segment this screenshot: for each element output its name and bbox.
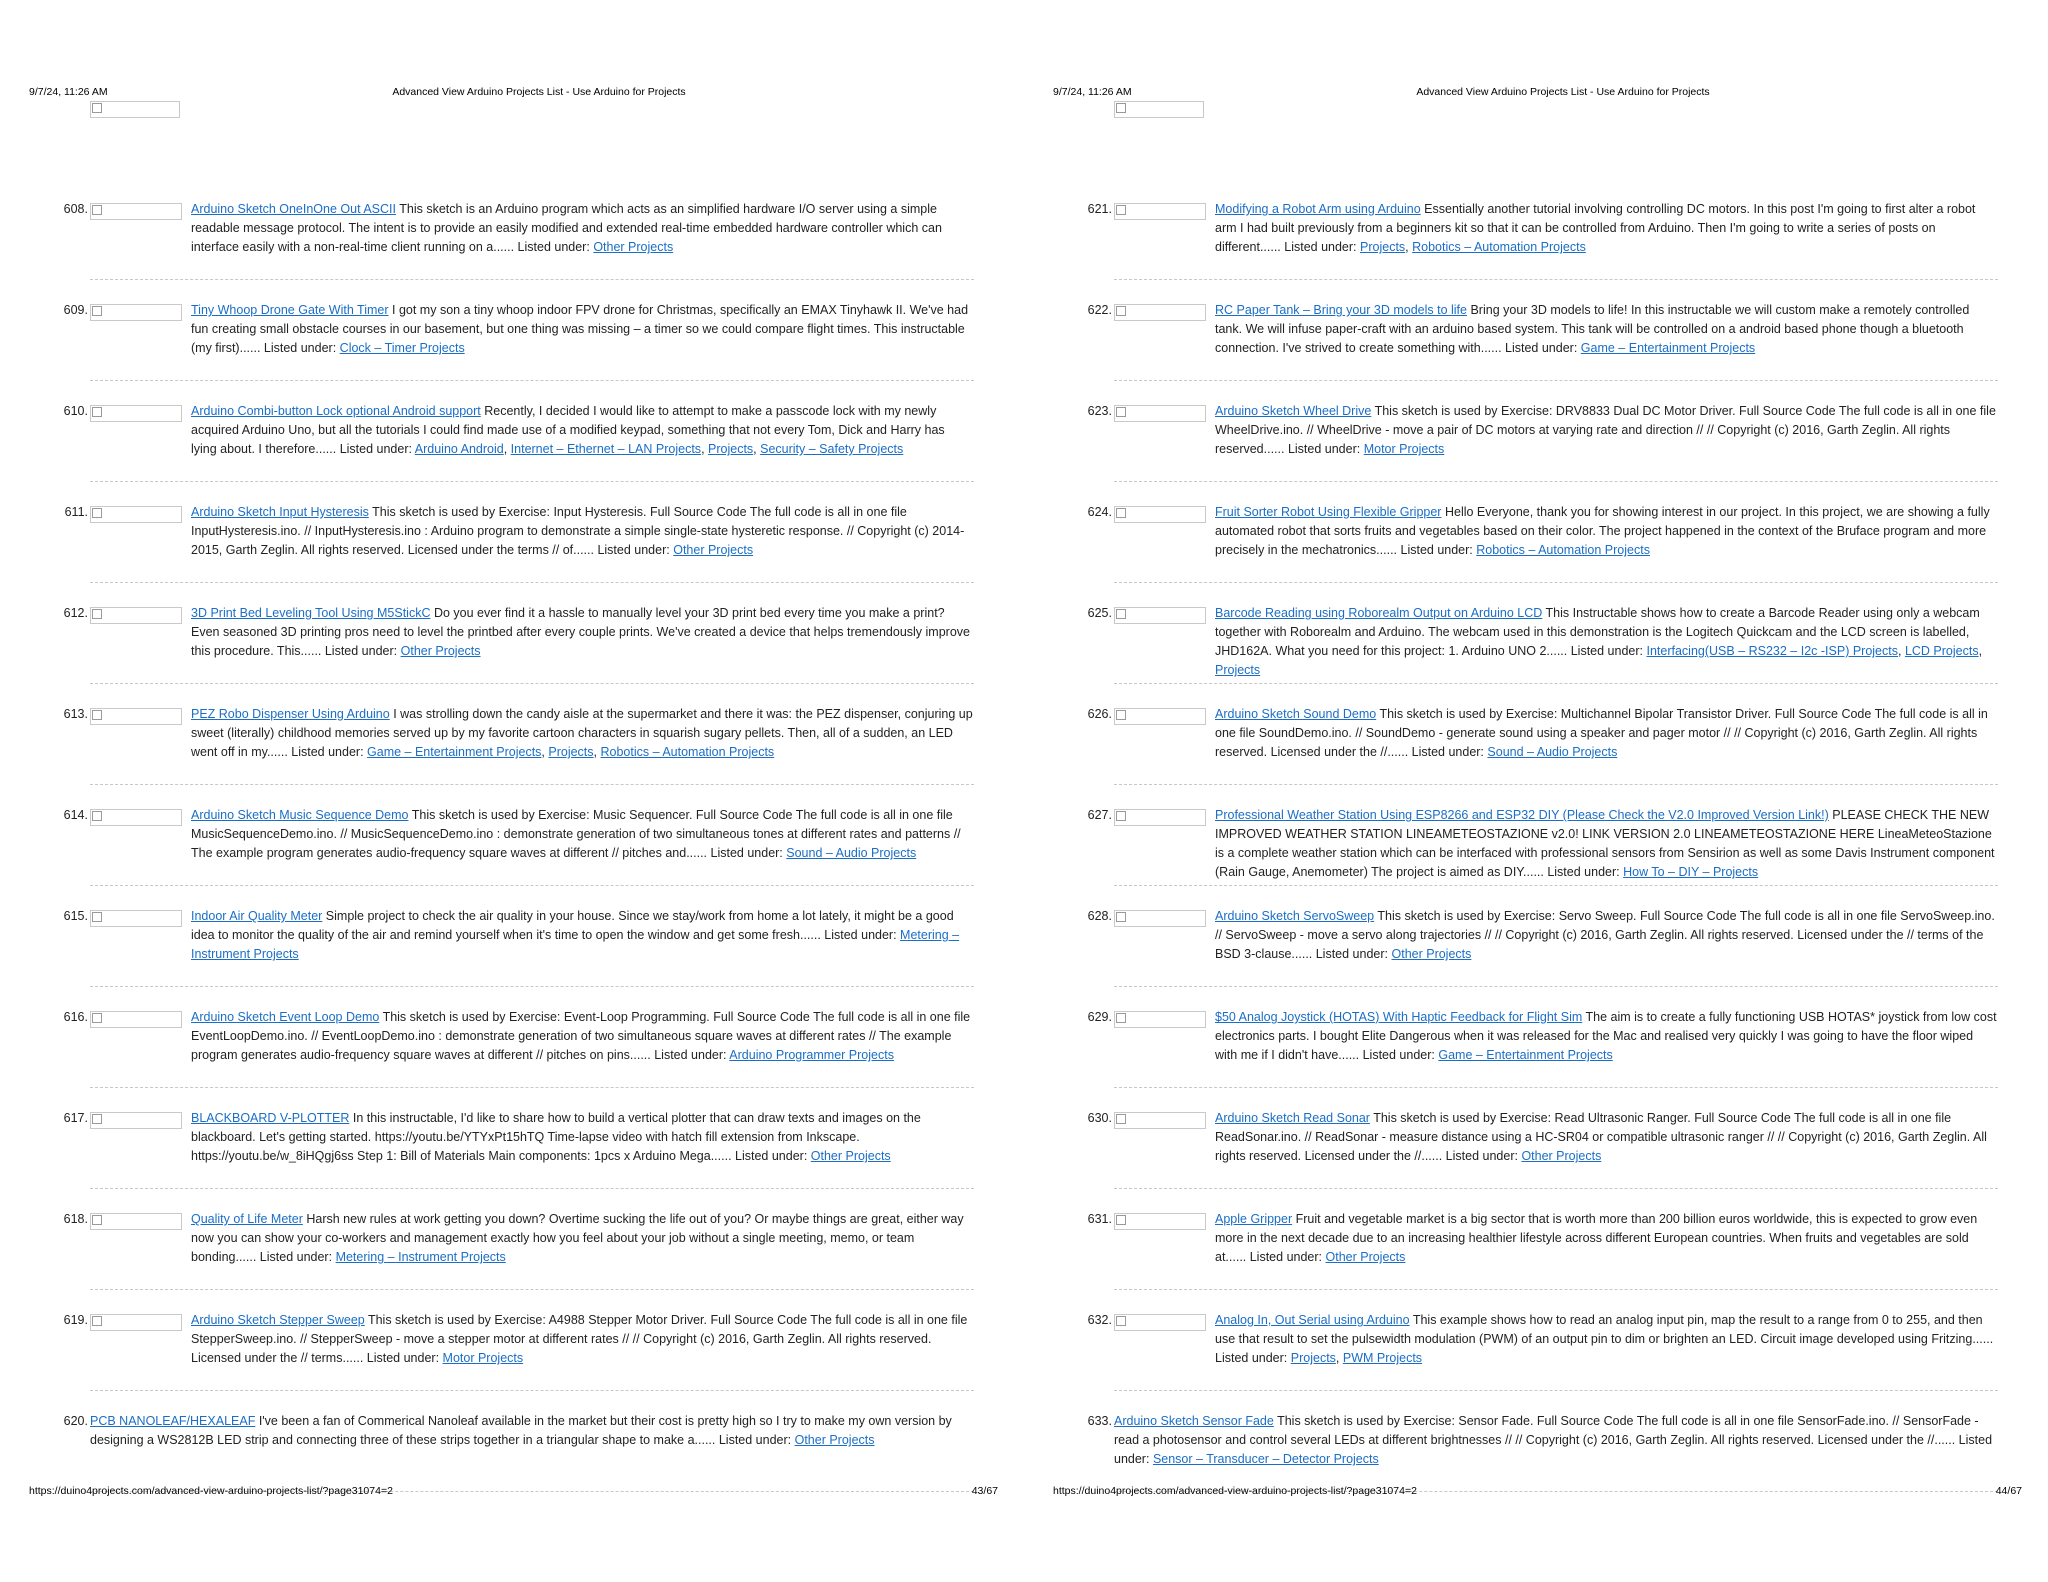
broken-image-icon xyxy=(1116,1114,1126,1124)
entry-text: Arduino Combi-button Lock optional Android support Recently, I decided I would like to attempt to make a passcode lock with my newly acquired Arduino Uno, but all the tutorials I could find made use of a modified keypad, something that not every Tom, Dick and Harry has lying about. I therefore...... Listed under: Arduino Android, Internet – Ethernet – LAN Projects, Projects, Security – Safety Projects xyxy=(191,404,945,456)
entry-separator xyxy=(90,683,974,684)
entry-number: 615. xyxy=(63,909,88,923)
entry-text xyxy=(191,806,973,863)
entry-text: PEZ Robo Dispenser Using Arduino I was strolling down the candy aisle at the supermarket and there it was: the PEZ dispenser, conjuring up sweet (literally) childhood memories served up by my favorite cartoon characters in squarish sugary pellets. Then, all of a sudden, an LED went off in my...... Listed under: Game – Entertainment Projects, Projects, Robotics – Automation Projects xyxy=(191,707,973,759)
project-title-link[interactable]: Quality of Life Meter xyxy=(191,1212,303,1226)
broken-image-icon xyxy=(92,609,102,619)
broken-image-icon xyxy=(1116,912,1126,922)
category-link[interactable]: Clock – Timer Projects xyxy=(339,341,465,355)
category-link[interactable]: Arduino Programmer Projects xyxy=(729,1048,894,1062)
category-link[interactable]: Interfacing(USB – RS232 – I2c -ISP) Projects xyxy=(1646,644,1898,658)
project-title-link[interactable]: Arduino Sketch Sensor Fade xyxy=(1114,1414,1274,1428)
broken-image-icon xyxy=(92,710,102,720)
category-link[interactable]: Motor Projects xyxy=(442,1351,524,1365)
category-link[interactable]: Arduino Android xyxy=(414,442,504,456)
project-title-link[interactable]: Tiny Whoop Drone Gate With Timer xyxy=(191,303,389,317)
print-header-title: Advanced View Arduino Projects List - Use Arduino for Projects xyxy=(392,86,686,98)
broken-image-icon xyxy=(92,811,102,821)
entry-number: 617. xyxy=(63,1111,88,1125)
broken-image-placeholder xyxy=(90,101,180,118)
print-header-title: Advanced View Arduino Projects List - Use Arduino for Projects xyxy=(1416,86,1710,98)
entry-separator xyxy=(1114,279,1998,280)
project-title-link[interactable]: PCB NANOLEAF/HEXALEAF xyxy=(90,1414,256,1428)
project-thumbnail[interactable] xyxy=(1114,1011,1206,1028)
broken-image-icon xyxy=(1116,609,1126,619)
broken-image-icon xyxy=(92,1215,102,1225)
entry-separator xyxy=(90,1087,974,1088)
project-description: Hello Everyone, thank you for showing interest in our project. In this project, we are showing a fully automated robot that sorts fruits and vegetables based on their color. The project happened in the context of the Bruface program and more precisely in the mechatronics...... Listed under: xyxy=(1215,505,1990,557)
category-link[interactable]: Robotics – Automation Projects xyxy=(1476,543,1650,557)
project-description: I was strolling down the candy aisle at the supermarket and there it was: the PEZ dispenser, conjuring up sweet (literally) childhood memories served up by my favorite cartoon characters in squarish sugary pellets. Then, all of a sudden, an LED went off in my...... Listed under: xyxy=(191,707,973,759)
entry-number: 631. xyxy=(1087,1212,1112,1226)
category-link[interactable]: Other Projects xyxy=(1325,1250,1406,1264)
entry-number: 611. xyxy=(64,505,88,519)
project-title-link[interactable]: Arduino Sketch OneInOne Out ASCII xyxy=(191,202,396,216)
entry-text xyxy=(1215,907,1997,964)
project-thumbnail[interactable] xyxy=(1114,304,1206,321)
entry-number: 618. xyxy=(63,1212,88,1226)
entry-number: 628. xyxy=(1087,909,1112,923)
entry-separator xyxy=(90,1188,974,1189)
entry-number: 613. xyxy=(63,707,88,721)
project-description: Recently, I decided I would like to attempt to make a passcode lock with my newly acquired Arduino Uno, but all the tutorials I could find made use of a modified keypad, something that not every Tom, Dick and Harry has lying about. I therefore...... Listed under: xyxy=(191,404,945,456)
project-thumbnail[interactable] xyxy=(90,304,182,321)
entry-text xyxy=(191,200,973,257)
category-link[interactable]: Sound – Audio Projects xyxy=(786,846,917,860)
project-title-link[interactable]: 3D Print Bed Leveling Tool Using M5StickC xyxy=(191,606,431,620)
project-description: This sketch is used by Exercise: Event-Loop Programming. Full Source Code The full code is all in one file EventLoopDemo.ino. // EventLoopDemo.ino : demonstrate generation of two simultaneous square waves at different rates // The example program generates audio-frequency square waves at different // pitches on pins...... Listed under: xyxy=(191,1010,971,1062)
category-link[interactable]: Other Projects xyxy=(1391,947,1472,961)
entry-text xyxy=(1215,301,1997,358)
project-description: This sketch is used by Exercise: Multichannel Bipolar Transistor Driver. Full Source Code The full code is all in one file SoundDemo.ino. // SoundDemo - generate sound using a speaker and pager motor // // Copyright (c) 2016, Garth Zeglin. All rights reserved. Licensed under the //...... Listed under: xyxy=(1215,707,1988,759)
entry-text xyxy=(1215,402,1997,459)
category-link[interactable]: Other Projects xyxy=(810,1149,891,1163)
entry-number: 622. xyxy=(1087,303,1112,317)
project-description: I got my son a tiny whoop indoor FPV drone for Christmas, specifically an EMAX Tinyhawk II. We've had fun creating small obstacle courses in our basement, but one thing was missing – a timer so we could compare flight times. This instructable (my first)...... Listed under: xyxy=(191,303,969,355)
project-title-link[interactable]: Analog In, Out Serial using Arduino xyxy=(1215,1313,1410,1327)
print-header-datetime: 9/7/24, 11:26 AM xyxy=(29,86,108,98)
project-description: This sketch is used by Exercise: Music Sequencer. Full Source Code The full code is all in one file MusicSequenceDemo.ino. // MusicSequenceDemo.ino : demonstrate generation of two simultaneous tones at different rates and patterns // The example program generates audio-frequency square waves at different // pitches and...... Listed under: xyxy=(191,808,961,860)
broken-image-icon xyxy=(92,103,102,113)
entry-number: 608. xyxy=(63,202,88,216)
print-footer-page-number: 43/67 xyxy=(971,1485,998,1497)
entry-text xyxy=(191,1008,973,1065)
broken-image-icon xyxy=(1116,205,1126,215)
project-thumbnail[interactable] xyxy=(90,910,182,927)
project-title-link[interactable]: Arduino Sketch Read Sonar xyxy=(1215,1111,1370,1125)
project-title-link[interactable]: Barcode Reading using Roborealm Output on Arduino LCD xyxy=(1215,606,1543,620)
category-link[interactable]: Projects xyxy=(1290,1351,1336,1365)
project-description: Do you ever find it a hassle to manually level your 3D print bed every time you make a print? Even seasoned 3D printing pros need to level the printbed after every couple prints. We've created a device that helps tremendously improve this procedure. This...... Listed under: xyxy=(191,606,970,658)
entry-separator xyxy=(90,784,974,785)
project-thumbnail[interactable] xyxy=(1114,506,1206,523)
project-thumbnail[interactable] xyxy=(90,1112,182,1129)
entry-separator xyxy=(1114,582,1998,583)
entry-separator xyxy=(90,279,974,280)
project-title-link[interactable]: Arduino Sketch Stepper Sweep xyxy=(191,1313,365,1327)
project-title-link[interactable]: Arduino Sketch ServoSweep xyxy=(1215,909,1375,923)
project-thumbnail[interactable] xyxy=(1114,1213,1206,1230)
broken-image-icon xyxy=(92,1316,102,1326)
project-thumbnail[interactable] xyxy=(90,405,182,422)
entry-separator xyxy=(90,1289,974,1290)
category-link[interactable]: Security – Safety Projects xyxy=(760,442,904,456)
project-description: This sketch is used by Exercise: Sensor Fade. Full Source Code The full code is all in one file SensorFade.ino. // SensorFade - read a photosensor and control several LEDs at different brightnesses // // Copyright (c) 2016, Garth Zeglin. All rights reserved. Licensed under the //...... Listed under: xyxy=(1114,1414,1993,1466)
broken-image-icon xyxy=(1116,407,1126,417)
category-link[interactable]: Other Projects xyxy=(673,543,754,557)
category-link[interactable]: Other Projects xyxy=(400,644,481,658)
entry-separator xyxy=(1114,1087,1998,1088)
project-thumbnail[interactable] xyxy=(90,708,182,725)
project-title-link[interactable]: RC Paper Tank – Bring your 3D models to life xyxy=(1215,303,1467,317)
category-link[interactable]: Other Projects xyxy=(1521,1149,1602,1163)
project-thumbnail[interactable] xyxy=(90,1213,182,1230)
entry-text: Barcode Reading using Roborealm Output on Arduino LCD This Instructable shows how to create a Barcode Reader using only a webcam together with Roborealm and Arduino. The webcam used in this demonstration is the Logitech Quickcam and the LCD screen is labelled, JHD162A. What you need for this project: 1. Arduino UNO 2...... Listed under: Interfacing(USB – RS232 – I2c -ISP) Projects, LCD Projects, Projects xyxy=(1215,606,1983,677)
category-link[interactable]: Game – Entertainment Projects xyxy=(1438,1048,1613,1062)
category-link[interactable]: Sensor – Transducer – Detector Projects xyxy=(1152,1452,1379,1466)
broken-image-icon xyxy=(92,1114,102,1124)
print-page-right xyxy=(1024,0,2048,1582)
project-description: This sketch is used by Exercise: DRV8833 Dual DC Motor Driver. Full Source Code The full code is all in one file WheelDrive.ino. // WheelDrive - move a pair of DC motors at varying rate and direction // // Copyright (c) 2016, Garth Zeglin. All rights reserved...... Listed under: xyxy=(1215,404,1996,456)
project-description: Simple project to check the air quality in your house. Since we stay/work from home a lot lately, it might be a good idea to monitor the quality of the air and remind yourself when it's time to open the window and get some fresh...... Listed under: xyxy=(191,909,954,942)
broken-image-icon xyxy=(92,306,102,316)
entry-text xyxy=(1215,705,1997,762)
project-title-link[interactable]: BLACKBOARD V-PLOTTER xyxy=(191,1111,350,1125)
entry-number: 620. xyxy=(63,1414,88,1428)
project-title-link[interactable]: Fruit Sorter Robot Using Flexible Gripper xyxy=(1215,505,1442,519)
print-footer-page-number: 44/67 xyxy=(1995,1485,2022,1497)
project-description: Fruit and vegetable market is a big sector that is worth more than 200 billion euros worldwide, this is expected to grow even more in the next decade due to an increasing healthier lifestyle across different European countries. When fruits and vegetables are sold at...... Listed under: xyxy=(1215,1212,1978,1264)
print-footer-url: https://duino4projects.com/advanced-view-arduino-projects-list/?page31074=2 xyxy=(29,1485,393,1497)
project-thumbnail[interactable] xyxy=(90,506,182,523)
entry-separator xyxy=(90,380,974,381)
entry-separator xyxy=(1114,380,1998,381)
project-thumbnail[interactable] xyxy=(1114,1112,1206,1129)
broken-image-icon xyxy=(92,407,102,417)
project-thumbnail[interactable] xyxy=(90,203,182,220)
entry-number: 609. xyxy=(63,303,88,317)
entry-number: 623. xyxy=(1087,404,1112,418)
project-description: In this instructable, I'd like to share how to build a vertical plotter that can draw texts and images on the blackboard. Let's getting started. https://youtu.be/YTYxPt15hTQ Time-lapse video with hatch fill extension from Inkscape. https://youtu.be/w_8iHQgj6ss Step 1: Bill of Materials Main components: 1pcs x Arduino Mega...... Listed under: xyxy=(191,1111,921,1163)
project-title-link[interactable]: $50 Analog Joystick (HOTAS) With Haptic Feedback for Flight Sim xyxy=(1215,1010,1583,1024)
entry-number: 612. xyxy=(63,606,88,620)
entry-text xyxy=(1215,1210,1997,1267)
broken-image-icon xyxy=(1116,1316,1126,1326)
entry-text xyxy=(191,604,973,661)
entry-separator xyxy=(90,582,974,583)
broken-image-placeholder xyxy=(1114,101,1204,118)
entry-separator xyxy=(90,986,974,987)
project-thumbnail[interactable] xyxy=(1114,708,1206,725)
entry-text xyxy=(191,301,973,358)
project-title-link[interactable]: Arduino Sketch Sound Demo xyxy=(1215,707,1377,721)
broken-image-icon xyxy=(1116,103,1126,113)
project-title-link[interactable]: Arduino Sketch Event Loop Demo xyxy=(191,1010,380,1024)
project-title-link[interactable]: Indoor Air Quality Meter xyxy=(191,909,323,923)
entry-separator xyxy=(90,885,974,886)
project-description: This sketch is an Arduino program which acts as an simplified hardware I/O server using a simple readable message protocol. The intent is to provide an easily modified and extended real-time embedded hardware controller which can interface easily with a non-real-time client running on a...... Listed under: xyxy=(191,202,942,254)
project-description: Essentially another tutorial involving controlling DC motors. In this post I'm going to first alter a robot arm I had built previously from a beginners kit so that it can be controlled from Arduino. Then I'm going to write a series of posts on different...... Listed under: xyxy=(1215,202,1976,254)
category-link[interactable]: How To – DIY – Projects xyxy=(1623,865,1759,879)
broken-image-icon xyxy=(1116,508,1126,518)
print-header-datetime: 9/7/24, 11:26 AM xyxy=(1053,86,1132,98)
category-link[interactable]: Internet – Ethernet – LAN Projects xyxy=(510,442,702,456)
broken-image-icon xyxy=(1116,811,1126,821)
entry-text xyxy=(90,1412,973,1450)
category-link[interactable]: Projects xyxy=(548,745,594,759)
broken-image-icon xyxy=(92,205,102,215)
project-thumbnail[interactable] xyxy=(1114,607,1206,624)
project-thumbnail[interactable] xyxy=(1114,203,1206,220)
project-title-link[interactable]: Arduino Sketch Wheel Drive xyxy=(1215,404,1372,418)
project-description: This Instructable shows how to create a Barcode Reader using only a webcam together with Roborealm and Arduino. The webcam used in this demonstration is the Logitech Quickcam and the LCD screen is labelled, JHD162A. What you need for this project: 1. Arduino UNO 2...... Listed under: xyxy=(1215,606,1980,658)
entry-text xyxy=(1215,806,1997,882)
entry-text xyxy=(191,1311,973,1368)
entry-text xyxy=(1114,1412,1997,1469)
broken-image-icon xyxy=(1116,306,1126,316)
entry-number: 610. xyxy=(63,404,88,418)
entry-number: 633. xyxy=(1087,1414,1112,1428)
broken-image-icon xyxy=(1116,1215,1126,1225)
category-link[interactable]: Metering – Instrument Projects xyxy=(191,928,960,961)
entry-separator xyxy=(1114,1188,1998,1189)
entry-number: 627. xyxy=(1087,808,1112,822)
category-link[interactable]: Projects xyxy=(708,442,754,456)
category-link[interactable]: Metering – Instrument Projects xyxy=(335,1250,506,1264)
entry-separator xyxy=(1114,986,1998,987)
entry-separator xyxy=(1114,1390,1998,1391)
broken-image-icon xyxy=(92,1013,102,1023)
entry-text: Analog In, Out Serial using Arduino This example shows how to read an analog input pin, map the result to a range from 0 to 255, and then use that result to set the pulsewidth modulation (PWM) of an output pin to dim or brighten an LED. Circuit image developed using Fritzing...... Listed under: Projects, PWM Projects xyxy=(1215,1313,1994,1365)
category-link[interactable]: Robotics – Automation Projects xyxy=(600,745,775,759)
entry-number: 614. xyxy=(63,808,88,822)
entry-text xyxy=(1215,503,1997,560)
project-title-link[interactable]: Professional Weather Station Using ESP8266 and ESP32 DIY (Please Check the V2.0 Improved Version Link!) xyxy=(1215,808,1829,822)
project-description: I've been a fan of Commerical Nanoleaf available in the market but their cost is pretty high so I try to make my own version by designing a WS2812B LED strip and connecting three of these strips together in a triangular shape to make a...... Listed under: xyxy=(90,1414,952,1447)
entry-separator xyxy=(1114,481,1998,482)
entry-text xyxy=(191,1210,973,1267)
project-description: This sketch is used by Exercise: Input Hysteresis. Full Source Code The full code is all in one file InputHysteresis.ino. // InputHysteresis.ino : Arduino program to demonstrate a simple single-state hysteretic response. // Copyright (c) 2014-2015, Garth Zeglin. All rights reserved. Licensed under the terms // of...... Listed under: xyxy=(191,505,965,557)
project-thumbnail[interactable] xyxy=(90,1314,182,1331)
entry-separator xyxy=(90,1390,974,1391)
entry-number: 619. xyxy=(63,1313,88,1327)
entry-number: 626. xyxy=(1087,707,1112,721)
entry-separator xyxy=(90,481,974,482)
category-link[interactable]: Sound – Audio Projects xyxy=(1487,745,1618,759)
project-title-link[interactable]: PEZ Robo Dispenser Using Arduino xyxy=(191,707,390,721)
project-description: Bring your 3D models to life! In this instructable we will custom make a remotely controlled tank. We will infuse paper-craft with an arduino based system. This tank will be controlled on a android based phone though a bluetooth connection. I've strived to create something with...... Listed under: xyxy=(1215,303,1970,355)
entry-number: 632. xyxy=(1087,1313,1112,1327)
category-link[interactable]: PWM Projects xyxy=(1342,1351,1423,1365)
category-link[interactable]: Projects xyxy=(1360,240,1406,254)
entry-separator xyxy=(1114,1289,1998,1290)
project-thumbnail[interactable] xyxy=(90,1011,182,1028)
project-title-link[interactable]: Arduino Combi-button Lock optional Android support xyxy=(191,404,481,418)
project-thumbnail[interactable] xyxy=(1114,405,1206,422)
entry-text xyxy=(191,1109,973,1166)
category-link[interactable]: LCD Projects xyxy=(1904,644,1979,658)
project-description: The aim is to create a fully functioning USB HOTAS* joystick from low cost electronics parts. I bought Elite Dangerous when it was released for the Mac and realised very quickly I was going to have the floor wiped with me if I didn't have...... Listed under: xyxy=(1215,1010,1997,1062)
print-footer-url: https://duino4projects.com/advanced-view-arduino-projects-list/?page31074=2 xyxy=(1053,1485,1417,1497)
entry-text xyxy=(191,907,973,964)
broken-image-icon xyxy=(92,912,102,922)
project-title-link[interactable]: Arduino Sketch Music Sequence Demo xyxy=(191,808,409,822)
entry-number: 625. xyxy=(1087,606,1112,620)
category-link[interactable]: Robotics – Automation Projects xyxy=(1412,240,1586,254)
project-description: This sketch is used by Exercise: A4988 Stepper Motor Driver. Full Source Code The full code is all in one file StepperSweep.ino. // StepperSweep - move a stepper motor at different rates // // Copyright (c) 2016, Garth Zeglin. All rights reserved. Licensed under the // terms...... Listed under: xyxy=(191,1313,968,1365)
project-title-link[interactable]: Apple Gripper xyxy=(1215,1212,1293,1226)
project-description: This example shows how to read an analog input pin, map the result to a range from 0 to 255, and then use that result to set the pulsewidth modulation (PWM) of an output pin to dim or brighten an LED. Circuit image developed using Fritzing...... Listed under: xyxy=(1215,1313,1994,1365)
project-thumbnail[interactable] xyxy=(90,607,182,624)
broken-image-icon xyxy=(1116,1013,1126,1023)
entry-separator xyxy=(1114,683,1998,684)
entry-number: 616. xyxy=(63,1010,88,1024)
project-title-link[interactable]: Arduino Sketch Input Hysteresis xyxy=(191,505,369,519)
category-link[interactable]: Other Projects xyxy=(794,1433,875,1447)
category-link[interactable]: Other Projects xyxy=(593,240,674,254)
entry-text: Modifying a Robot Arm using Arduino Essentially another tutorial involving controlling DC motors. In this post I'm going to first alter a robot arm I had built previously from a beginners kit so that it can be controlled from Arduino. Then I'm going to write a series of posts on different...... Listed under: Projects, Robotics – Automation Projects xyxy=(1215,202,1976,254)
project-thumbnail[interactable] xyxy=(1114,1314,1206,1331)
entry-number: 624. xyxy=(1087,505,1112,519)
broken-image-icon xyxy=(1116,710,1126,720)
project-description: This sketch is used by Exercise: Read Ultrasonic Ranger. Full Source Code The full code is all in one file ReadSonar.ino. // ReadSonar - measure distance using a HC-SR04 or compatible ultrasonic ranger // // Copyright (c) 2016, Garth Zeglin. All rights reserved. Licensed under the //...... Listed under: xyxy=(1215,1111,1987,1163)
entry-text xyxy=(191,503,973,560)
entry-number: 629. xyxy=(1087,1010,1112,1024)
project-description: This sketch is used by Exercise: Servo Sweep. Full Source Code The full code is all in one file ServoSweep.ino. // ServoSweep - move a servo along trajectories // // Copyright (c) 2016, Garth Zeglin. All rights reserved. Licensed under the // terms of the BSD 3-clause...... Listed under: xyxy=(1215,909,1995,961)
project-description: PLEASE CHECK THE NEW IMPROVED WEATHER STATION LINEAMETEOSTAZIONE v2.0! LINK VERSION 2.0 LINEAMETEOSTAZIONE HERE LineaMeteoStazione is a complete weather station which can be interfaced with professional sensors from Sensirion as well as some Davis Instrument component (Rain Gauge, Anemometer) The project is aimed as DIY...... Listed under: xyxy=(1215,808,1995,879)
entry-separator xyxy=(1114,784,1998,785)
entry-number: 621. xyxy=(1087,202,1112,216)
project-title-link[interactable]: Modifying a Robot Arm using Arduino xyxy=(1215,202,1421,216)
project-thumbnail[interactable] xyxy=(1114,809,1206,826)
category-link[interactable]: Game – Entertainment Projects xyxy=(367,745,542,759)
project-thumbnail[interactable] xyxy=(90,809,182,826)
entry-number: 630. xyxy=(1087,1111,1112,1125)
category-link[interactable]: Projects xyxy=(1215,663,1261,677)
category-link[interactable]: Game – Entertainment Projects xyxy=(1580,341,1756,355)
project-thumbnail[interactable] xyxy=(1114,910,1206,927)
project-description: Harsh new rules at work getting you down? Overtime sucking the life out of you? Or maybe things are great, either way now you can show your co-workers and management exactly how you feel about your job without a single meeting, memo, or team bonding...... Listed under: xyxy=(191,1212,964,1264)
category-link[interactable]: Motor Projects xyxy=(1363,442,1445,456)
entry-text xyxy=(1215,1008,1997,1065)
entry-text xyxy=(1215,1109,1997,1166)
entry-separator xyxy=(1114,885,1998,886)
broken-image-icon xyxy=(92,508,102,518)
